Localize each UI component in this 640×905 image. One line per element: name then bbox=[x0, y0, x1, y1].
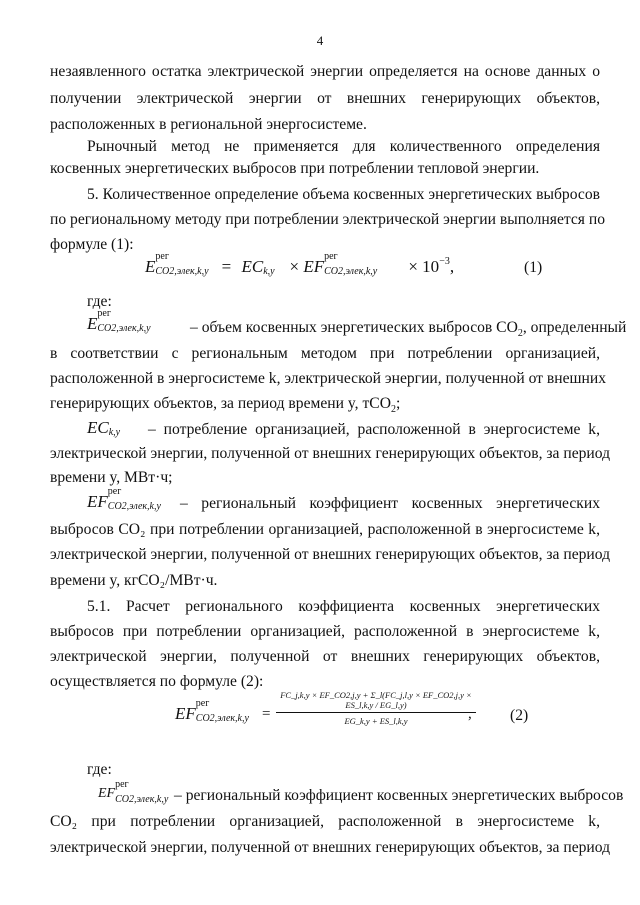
formula-1-times: × bbox=[289, 257, 300, 276]
formula-1-comma: , bbox=[449, 257, 455, 276]
text-line: осуществляется по формуле (2): bbox=[50, 673, 264, 690]
formula-1-number: (1) bbox=[524, 259, 543, 276]
page-number: 4 bbox=[316, 33, 324, 48]
text-line: где: bbox=[87, 293, 112, 310]
formula-2-lhs: EF рег CO2,элек,k,y bbox=[175, 698, 249, 724]
formula-1-equals: = bbox=[221, 257, 232, 276]
text-line: косвенных энергетических выбросов при потреблении тепловой энергии. bbox=[50, 160, 540, 177]
text-line: незаявленного остатка электрической энергии определяется на основе данных о bbox=[50, 63, 600, 80]
text-line: электрической энергии, полученной от внешних генерирующих объектов, за период bbox=[50, 445, 611, 462]
text-line: – региональный коэффициент косвенных энергетических выбросов bbox=[174, 787, 624, 804]
formula-1-ef: EF рег CO2,элек,k,y bbox=[303, 251, 378, 277]
formula-2-number: (2) bbox=[510, 707, 529, 724]
text-line: времени y, кгCO₂/МВт·ч. bbox=[50, 572, 218, 589]
text-line: электрической энергии, полученной от внешних генерирующих объектов, за период bbox=[50, 546, 611, 563]
formula-2-denominator: EG_k,y + ES_l,k,y bbox=[344, 716, 408, 726]
formula-2-numerator: FC_j,k,y × EF_CO2,j,y + Σ_l(FC_j,l,y × EF_CO2,j,y × ES_l,k,y / EG_l,y) bbox=[280, 690, 472, 710]
symbol-ec: EC k,y bbox=[87, 418, 121, 438]
text-line: электрической энергии, полученной от внешних генерирующих объектов, bbox=[50, 648, 600, 665]
text-line: формуле (1): bbox=[50, 236, 134, 253]
text-line: выбросов при потреблении организацией, расположенной в энергосистеме k, bbox=[50, 623, 600, 640]
formula-1 bbox=[145, 251, 455, 277]
text-line: – потребление организацией, расположенной в энергосистеме k, bbox=[148, 421, 600, 438]
text-line: – объем косвенных энергетических выбросов $CO_2$, определенный bbox=[190, 319, 627, 340]
text-line: где: bbox=[87, 761, 112, 778]
text-line: 5.1. Расчет регионального коэффициента косвенных энергетических bbox=[87, 598, 600, 615]
formula-1-lhs: E рег CO2,элек,k,y bbox=[145, 251, 209, 277]
text-line: генерирующих объектов, за период времени y, тCO$_2$; bbox=[50, 395, 401, 416]
formula-2-comma: , bbox=[468, 706, 472, 722]
text-line: CO₂ при потреблении организацией, расположенной в энергосистеме k, bbox=[50, 813, 600, 830]
text-line: расположенных в региональной энергосистеме. bbox=[50, 116, 367, 133]
symbol-ef: EF рег CO2,элек,k,y bbox=[87, 486, 161, 512]
text-line: по региональному методу при потреблении электрической энергии выполняется по bbox=[50, 211, 606, 228]
formula-1-ec: EC k,y bbox=[241, 257, 275, 277]
symbol-ef-2: EF рег CO2,элек,k,y bbox=[98, 779, 169, 805]
text-line: расположенной в энергосистеме k, электрической энергии, полученной от внешних bbox=[50, 370, 607, 387]
text-line: времени y, МВт·ч; bbox=[50, 469, 173, 486]
formula-2-fraction-bar bbox=[276, 712, 476, 713]
text-line: получении электрической энергии от внешних генерирующих объектов, bbox=[50, 90, 600, 107]
formula-2-equals: = bbox=[262, 706, 271, 722]
formula-1-factor: × 10 bbox=[408, 257, 440, 276]
text-line: выбросов CO₂ при потреблении организацией, расположенной в энергосистеме k, bbox=[50, 521, 600, 538]
text-line: 5. Количественное определение объема косвенных энергетических выбросов bbox=[87, 186, 600, 203]
symbol-e: E рег CO2,элек,k,y bbox=[87, 308, 151, 334]
formula-1-exp: −3 bbox=[439, 256, 450, 267]
text-line: – региональный коэффициент косвенных энергетических bbox=[180, 495, 600, 512]
text-line: в соответствии с региональным методом при потреблении организацией, bbox=[50, 345, 600, 362]
text-line: электрической энергии, полученной от внешних генерирующих объектов, за период bbox=[50, 839, 611, 856]
text-line: Рыночный метод не применяется для количественного определения bbox=[87, 138, 600, 155]
